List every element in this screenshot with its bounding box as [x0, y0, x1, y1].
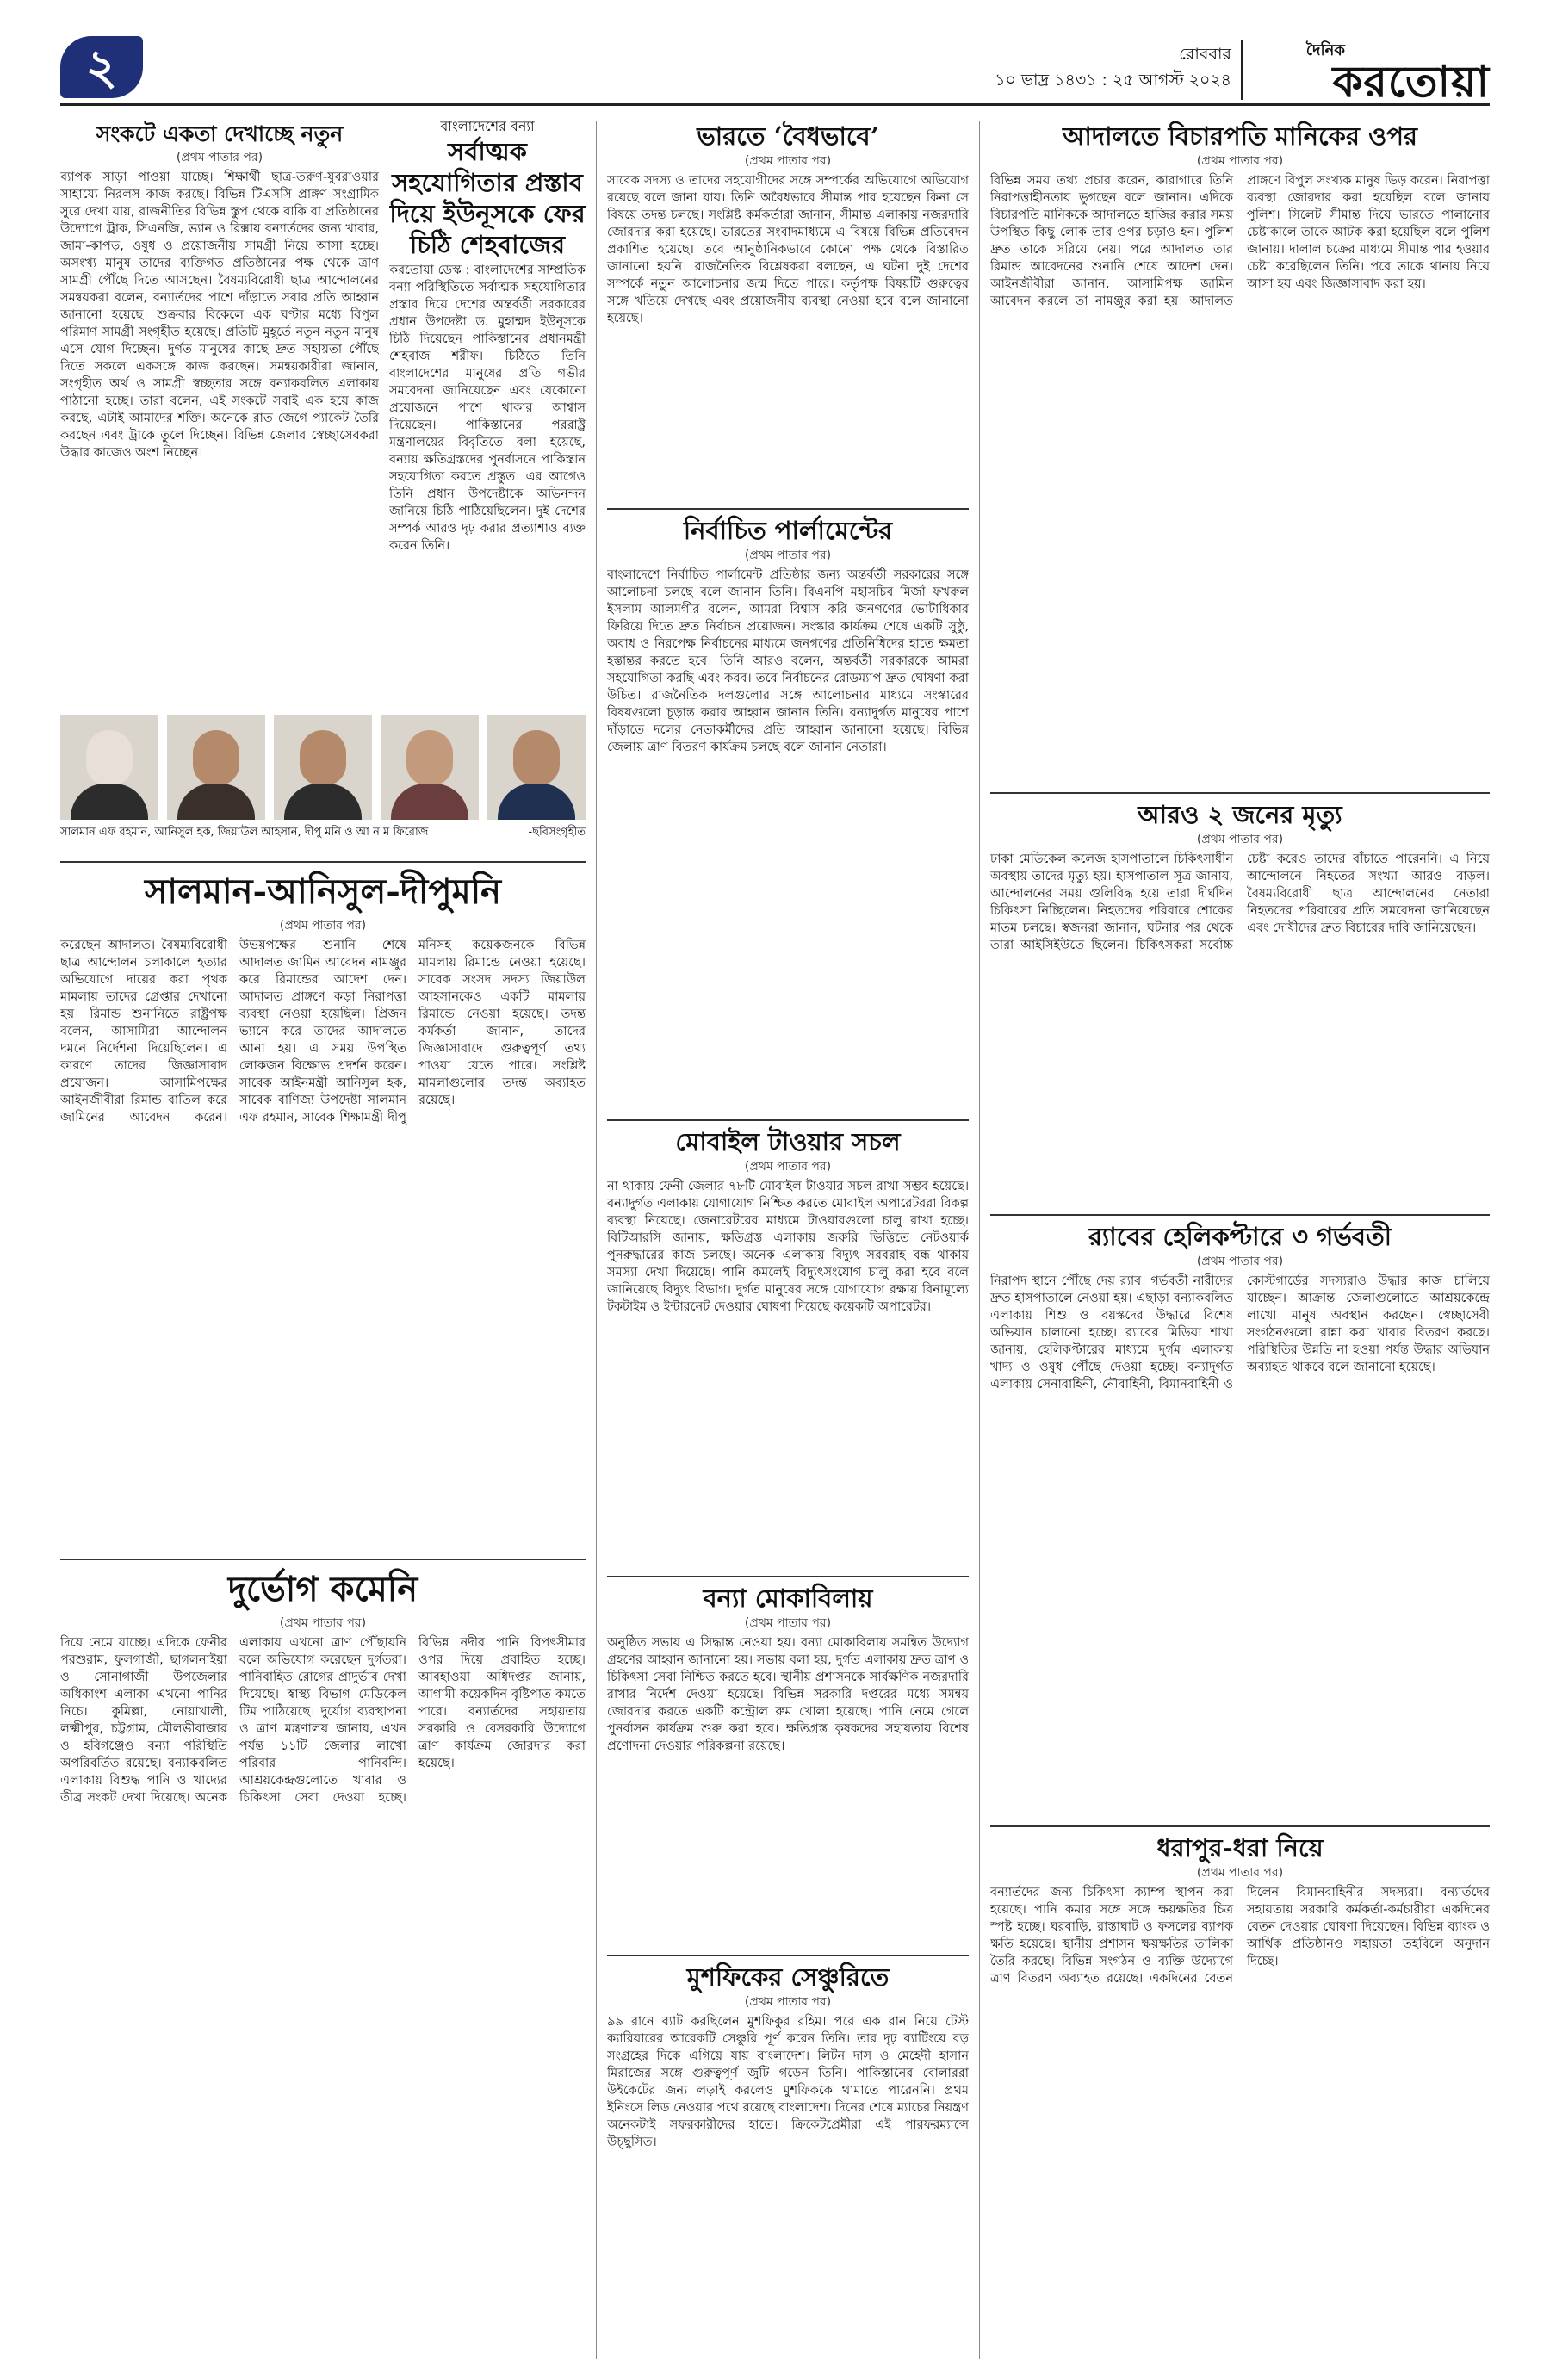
- headline-flood-response: বন্যা মোকাবিলায়: [703, 1584, 873, 1613]
- headline-india: ভারতে ‘বৈধভাবে’: [697, 121, 879, 151]
- headline-durbhog: দুর্ভোগ কমেনি: [227, 1569, 418, 1609]
- headline-shehbaz: সর্বাত্মক সহযোগিতার প্রস্তাব দিয়ে ইউনূসকে ফের চিঠি শেহবাজের: [389, 137, 586, 259]
- article-body: নিরাপদ স্থানে পৌঁছে দেয় র‌্যাব। গর্ভবতী নারীদের দ্রুত হাসপাতালে নেওয়া হয়। এছাড়া বন্যাকবলিত এলাকায় শিশু ও বয়স্কদের উদ্ধারে বিশেষ অভিযান চালানো হচ্ছে। র‌্যাবের মিডিয়া শাখা জানায়, হেলিকপ্টারের মাধ্যমে দুর্গম এলাকায় খাদ্য ও ওষুধ পৌঁছে দেওয়া হচ্ছে। বন্যাদুর্গত এলাকায় সেনাবাহিনী, নৌবাহিনী, বিমানবাহিনী ও কোস্টগার্ডের সদস্যরাও উদ্ধার কাজ চালিয়ে যাচ্ছেন। আক্রান্ত জেলাগুলোতে আশ্রয়কেন্দ্রে লাখো মানুষ অবস্থান করছেন। স্বেচ্ছাসেবী সংগঠনগুলো রান্না করা খাবার বিতরণ করছে। পরিস্থিতির উন্নতি না হওয়া পর্যন্ত উদ্ধার অভিযান অব্যাহত থাকবে বলে জানানো হয়েছে।: [990, 1274, 1490, 1391]
- headline-relief: ধরাপুর-ধরা নিয়ে: [1156, 1833, 1324, 1862]
- portrait-photo: [167, 715, 265, 820]
- continued-label: (প্রথম পাতার পর): [279, 919, 367, 933]
- column-divider: [979, 121, 980, 2359]
- headline-rab: র‌্যাবের হেলিকপ্টারে ৩ গর্ভবতী: [1088, 1222, 1392, 1251]
- story-salman: [60, 852, 586, 1541]
- headline-manik: আদালতে বিচারপতি মানিকের ওপর: [1063, 121, 1417, 151]
- continued-label: (প্রথম পাতার পর): [1196, 1866, 1284, 1880]
- story-rab: [990, 1205, 1490, 1808]
- dateline: [995, 41, 1231, 93]
- story-tower: [607, 1111, 969, 1559]
- story-relief: [990, 1817, 1490, 2359]
- kicker-label: বাংলাদেশের বন্যা: [440, 118, 535, 134]
- story-manik: [990, 121, 1490, 775]
- article-body: বন্যার্তদের জন্য চিকিৎসা ক্যাম্প স্থাপন করা হয়েছে। পানি কমার সঙ্গে সঙ্গে ক্ষয়ক্ষতির চিত্র স্পষ্ট হচ্ছে। ঘরবাড়ি, রাস্তাঘাট ও ফসলের ব্যাপক ক্ষতি হয়েছে। স্থানীয় প্রশাসন ক্ষয়ক্ষতির তালিকা তৈরি করছে। বিভিন্ন সংগঠন ও ব্যক্তি উদ্যোগে ত্রাণ বিতরণ অব্যাহত রয়েছে। একদিনের বেতন দিলেন বিমানবাহিনীর সদস্যরা। বন্যার্তদের সহায়তায় সরকারি কর্মকর্তা-কর্মচারীরা একদিনের বেতন দেওয়ার ঘোষণা দিয়েছেন। বিভিন্ন ব্যাংক ও আর্থিক প্রতিষ্ঠানও সহায়তা তহবিলে অনুদান দিচ্ছে।: [990, 1886, 1490, 1986]
- story-durbhog: [60, 1550, 586, 2359]
- article-body: করেছেন আদালত। বৈষম্যবিরোধী ছাত্র আন্দোলন চলাকালে হত্যার অভিযোগে দায়ের করা পৃথক মামলায় তাদের গ্রেপ্তার দেখানো হয়। রিমান্ড শুনানিতে রাষ্ট্রপক্ষ বলেন, আসামিরা আন্দোলন দমনে নির্দেশনা দিয়েছিলেন। এ কারণে তাদের জিজ্ঞাসাবাদ প্রয়োজন। আসামিপক্ষের আইনজীবীরা রিমান্ড বাতিল করে জামিনের আবেদন করেন। উভয়পক্ষের শুনানি শেষে আদালত জামিন আবেদন নামঞ্জুর করে রিমান্ডের আদেশ দেন। আদালত প্রাঙ্গণে কড়া নিরাপত্তা ব্যবস্থা নেওয়া হয়েছিল। প্রিজন ভ্যানে করে তাদের আদালতে আনা হয়। এ সময় উপস্থিত লোকজন বিক্ষোভ প্রদর্শন করেন। সাবেক আইনমন্ত্রী আনিসুল হক, সাবেক বাণিজ্য উপদেষ্টা সালমান এফ রহমান, সাবেক শিক্ষামন্ত্রী দীপু মনিসহ কয়েকজনকে বিভিন্ন মামলায় রিমান্ডে নেওয়া হয়েছে। সাবেক সংসদ সদস্য জিয়াউল আহসানকেও একটি মামলায় রিমান্ডে নেওয়া হয়েছে। তদন্ত কর্মকর্তা জানান, তাদের জিজ্ঞাসাবাদে গুরুত্বপূর্ণ তথ্য পাওয়া যেতে পারে। সংশ্লিষ্ট মামলাগুলোর তদন্ত অব্যাহত রয়েছে।: [60, 939, 586, 1125]
- day-label: রোববার: [1179, 45, 1231, 64]
- headline-salman: সালমান-আনিসুল-দীপুমনি: [144, 871, 502, 912]
- continued-label: (প্রথম পাতার পর): [176, 151, 264, 164]
- photo-caption: [60, 825, 586, 840]
- headline-tower: মোবাইল টাওয়ার সচল: [675, 1127, 901, 1156]
- headline-deaths: আরও ২ জনের মৃত্যু: [1138, 800, 1342, 829]
- story-shehbaz: [389, 117, 586, 599]
- photo-credit: -ছবিসংগৃহীত: [528, 826, 586, 839]
- story-mushfiq: [607, 1946, 969, 2359]
- continued-label: (প্রথম পাতার পর): [1196, 1255, 1284, 1268]
- date-label: ১০ ভাদ্র ১৪৩১ : ২৫ আগস্ট ২০২৪: [995, 71, 1231, 90]
- article-body: অনুষ্ঠিত সভায় এ সিদ্ধান্ত নেওয়া হয়। বন্যা মোকাবিলায় সমন্বিত উদ্যোগ গ্রহণের আহ্বান জানানো হয়। সভায় বলা হয়, দুর্গত এলাকায় দ্রুত ত্রাণ ও চিকিৎসা সেবা নিশ্চিত করতে হবে। স্থানীয় প্রশাসনকে সার্বক্ষণিক নজরদারি রাখার নির্দেশ দেওয়া হয়েছে। বিভিন্ন সরকারি দপ্তরের মধ্যে সমন্বয় জোরদার করতে একটি কন্ট্রোল রুম খোলা হয়েছে। পানি নেমে গেলে পুনর্বাসন কার্যক্রম শুরু করা হবে। ক্ষতিগ্রস্ত কৃষকদের সহায়তায় বিশেষ প্রণোদনা দেওয়ার পরিকল্পনা রয়েছে।: [607, 1636, 969, 1753]
- masthead-divider: [1241, 40, 1243, 100]
- caption-text: সালমান এফ রহমান, আনিসুল হক, জিয়াউল আহসান, দীপু মনি ও আ ন ম ফিরোজ: [60, 826, 429, 839]
- logo-small-text: দৈনিক: [1305, 41, 1345, 59]
- continued-label: (প্রথম পাতার পর): [744, 549, 832, 562]
- article-body: সাবেক সদস্য ও তাদের সহযোগীদের সঙ্গে সম্পর্কের অভিযোগে অভিযোগ রয়েছে বলে জানা যায়। তিনি অবৈধভাবে সীমান্ত পার হয়েছেন কিনা সে বিষয়ে তদন্ত চলছে। সংশ্লিষ্ট কর্মকর্তারা জানান, সীমান্ত এলাকায় নজরদারি জোরদার করা হয়েছে। ভারতের সংবাদমাধ্যমে এ বিষয়ে বিভিন্ন প্রতিবেদন প্রকাশিত হয়েছে। তবে আনুষ্ঠানিকভাবে কোনো পক্ষ থেকে বিস্তারিত জানানো হয়নি। রাজনৈতিক বিশ্লেষকরা বলছেন, এ ঘটনা দুই দেশের সম্পর্কে নতুন আলোচনার জন্ম দিতে পারে। কর্তৃপক্ষ বিষয়টি গুরুত্বের সঙ্গে খতিয়ে দেখছে এবং প্রয়োজনীয় ব্যবস্থা নেওয়া হবে বলে জানানো হয়েছে।: [607, 174, 969, 325]
- page-number: ২: [60, 36, 143, 98]
- article-body: না থাকায় ফেনী জেলার ৭৮টি মোবাইল টাওয়ার সচল রাখা সম্ভব হয়েছে। বন্যাদুর্গত এলাকায় যোগাযোগ নিশ্চিত করতে মোবাইল অপারেটররা বিকল্প ব্যবস্থা নিয়েছে। জেনারেটরের মাধ্যমে টাওয়ারগুলো চালু রাখা হচ্ছে। বিটিআরসি জানায়, ক্ষতিগ্রস্ত এলাকায় জরুরি ভিত্তিতে নেটওয়ার্ক পুনরুদ্ধারের কাজ চলছে। অনেক এলাকায় বিদ্যুৎ সরবরাহ বন্ধ থাকায় সমস্যা দেখা দিয়েছে। পানি কমলেই বিদ্যুৎসংযোগ চালু করা হবে বলে জানিয়েছে বিদ্যুৎ বিভাগ। দুর্গত মানুষের সঙ্গে যোগাযোগ রক্ষায় বিনামূল্যে টকটাইম ও ইন্টারনেট দেওয়ার ঘোষণা দিয়েছে কয়েকটি অপারেটর।: [607, 1180, 969, 1314]
- masthead: [60, 34, 1490, 106]
- story-deaths: [990, 784, 1490, 1197]
- newspaper-logo: [1257, 34, 1490, 107]
- story-ekota: [60, 121, 379, 706]
- article-body: করতোয়া ডেস্ক : বাংলাদেশের সাম্প্রতিক বন্যা পরিস্থিতিতে সর্বাত্মক সহযোগিতার প্রস্তাব দিয়ে দেশের অন্তর্বর্তী সরকারের প্রধান উপদেষ্টা ড. মুহাম্মদ ইউনূসকে চিঠি দিয়েছেন পাকিস্তানের প্রধানমন্ত্রী শেহবাজ শরীফ। চিঠিতে তিনি বাংলাদেশের মানুষের প্রতি গভীর সমবেদনা জানিয়েছেন এবং যেকোনো প্রয়োজনে পাশে থাকার আশ্বাস দিয়েছেন। পাকিস্তানের পররাষ্ট্র মন্ত্রণালয়ের বিবৃতিতে বলা হয়েছে, বন্যায় ক্ষতিগ্রস্তদের পুনর্বাসনে পাকিস্তান সহযোগিতা করতে প্রস্তুত। এর আগেও তিনি প্রধান উপদেষ্টাকে অভিনন্দন জানিয়ে চিঠি পাঠিয়েছিলেন। দুই দেশের সম্পর্ক আরও দৃঢ় করার প্রত্যাশাও ব্যক্ত করেন তিনি।: [389, 263, 586, 553]
- headline-parliament: নির্বাচিত পার্লামেন্টের: [683, 516, 893, 545]
- story-parliament: [607, 499, 969, 1102]
- article-body: বাংলাদেশে নির্বাচিত পার্লামেন্ট প্রতিষ্ঠার জন্য অন্তর্বর্তী সরকারের সঙ্গে আলোচনা চলছে বলে জানান তিনি। বিএনপি মহাসচিব মির্জা ফখরুল ইসলাম আলমগীর বলেন, আমরা বিশ্বাস করি জনগণের ভোটাধিকার ফিরিয়ে দিতে দ্রুত নির্বাচন প্রয়োজন। সংস্কার কার্যক্রম শেষে একটি সুষ্ঠু, অবাধ ও নিরপেক্ষ নির্বাচনের মাধ্যমে জনগণের প্রতিনিধিদের হাতে ক্ষমতা হস্তান্তর করতে হবে। তিনি আরও বলেন, অন্তর্বর্তী সরকারকে আমরা সহযোগিতা করছি এবং করব। তবে নির্বাচনের রোডম্যাপ দ্রুত ঘোষণা করা উচিত। রাজনৈতিক দলগুলোর সঙ্গে আলোচনার মাধ্যমে সংস্কারের বিষয়গুলো চূড়ান্ত করার আহ্বান জানান তিনি। বন্যাদুর্গত মানুষের পাশে দাঁড়াতে দলের নেতাকর্মীদের প্রতি আহ্বান জানানো হয়েছে। বিভিন্ন জেলায় ত্রাণ বিতরণ কার্যক্রম চলছে বলে জানান নেতারা।: [607, 568, 969, 754]
- portrait-photo: [60, 715, 158, 820]
- story-flood-response: [607, 1567, 969, 1937]
- continued-label: (প্রথম পাতার পর): [279, 1616, 367, 1630]
- logo-text: করতোয়া: [1332, 56, 1490, 107]
- portrait-photo: [381, 715, 479, 820]
- article-body: ব্যাপক সাড়া পাওয়া যাচ্ছে। শিক্ষার্থী ছাত্র-তরুণ-যুবরাওয়ার সাহায্যে নিরলস কাজ করছে। বিভিন্ন টিএসসি প্রাঙ্গণ সংগ্রামিক সুরে দেখা যায়, রাজনীতির বিভিন্ন স্তুপ থেকে বাকি বা প্রতিষ্ঠানের উদ্যোগে ট্রাক, সিএনজি, ভ্যান ও রিক্সায় বন্যার্তদের জন্য খাবার, জামা-কাপড়, ওষুধ ও প্রয়োজনীয় সামগ্রী নিয়ে আসা হচ্ছে। অসংখ্য মানুষ তাদের ব্যক্তিগত প্রতিষ্ঠানের পক্ষ থেকে ত্রাণ সামগ্রী পৌঁছে দিতে আসছেন। বৈষম্যবিরোধী ছাত্র আন্দোলনের সমন্বয়করা বলেন, বন্যার্তদের পাশে দাঁড়াতে সবার প্রতি আহ্বান জানানো হয়েছে। শুক্রবার বিকেলে এক ঘণ্টার মধ্যে বিপুল পরিমাণ সামগ্রী সংগৃহীত হয়েছে। প্রতিটি মুহূর্তে নতুন নতুন মানুষ এসে যোগ দিচ্ছেন। দুর্গত মানুষের কাছে দ্রুত সহায়তা পৌঁছে দিতে সকলে একসঙ্গে কাজ করছেন। সমন্বয়কারীরা জানান, সংগৃহীত অর্থ ও সামগ্রী স্বচ্ছতার সঙ্গে বন্যাকবলিত এলাকায় পাঠানো হচ্ছে। তারা বলেন, এই সংকটে সবাই এক হয়ে কাজ করছে, এটাই আমাদের শক্তি। অনেকে রাত জেগে প্যাকেট তৈরি করছেন এবং ট্রাকে তুলে দিচ্ছেন। বিভিন্ন জেলার স্বেচ্ছাসেবকরা উদ্ধার কাজেও অংশ নিচ্ছেন।: [60, 170, 379, 460]
- continued-label: (প্রথম পাতার পর): [744, 1616, 832, 1630]
- headline-ekota: সংকটে একতা দেখাচ্ছে নতুন: [96, 121, 344, 146]
- portrait-photo: [487, 715, 586, 820]
- article-body: ঢাকা মেডিকেল কলেজ হাসপাতালে চিকিৎসাধীন অবস্থায় তাদের মৃত্যু হয়। হাসপাতাল সূত্র জানায়, আন্দোলনের সময় গুলিবিদ্ধ হয়ে তারা দীর্ঘদিন চিকিৎসা নিচ্ছিলেন। নিহতদের পরিবারে শোকের মাতম চলছে। স্বজনরা জানান, ঘটনার পর থেকে তারা আইসিইউতে ছিলেন। চিকিৎসকরা সর্বোচ্চ চেষ্টা করেও তাদের বাঁচাতে পারেননি। এ নিয়ে আন্দোলনে নিহতের সংখ্যা আরও বাড়ল। বৈষম্যবিরোধী ছাত্র আন্দোলনের নেতারা নিহতদের পরিবারের প্রতি সমবেদনা জানিয়েছেন এবং দোষীদের দ্রুত বিচারের দাবি জানিয়েছেন।: [990, 852, 1490, 952]
- continued-label: (প্রথম পাতার পর): [744, 1995, 832, 2009]
- portrait-photo: [274, 715, 372, 820]
- headline-mushfiq: মুশফিকের সেঞ্চুরিতে: [686, 1962, 890, 1992]
- article-body: দিয়ে নেমে যাচ্ছে। এদিকে ফেনীর পরশুরাম, ফুলগাজী, ছাগলনাইয়া ও সোনাগাজী উপজেলার অধিকাংশ এলাকা এখনো পানির নিচে। কুমিল্লা, নোয়াখালী, লক্ষ্মীপুর, চট্টগ্রাম, মৌলভীবাজার ও হবিগঞ্জেও বন্যা পরিস্থিতি অপরিবর্তিত রয়েছে। বন্যাকবলিত এলাকায় বিশুদ্ধ পানি ও খাদ্যের তীব্র সংকট দেখা দিয়েছে। অনেক এলাকায় এখনো ত্রাণ পৌঁছায়নি বলে অভিযোগ করেছেন দুর্গতরা। পানিবাহিত রোগের প্রাদুর্ভাব দেখা দিয়েছে। স্বাস্থ্য বিভাগ মেডিকেল টিম পাঠিয়েছে। দুর্যোগ ব্যবস্থাপনা ও ত্রাণ মন্ত্রণালয় জানায়, এখন পর্যন্ত ১১টি জেলার লাখো পরিবার পানিবন্দি। আশ্রয়কেন্দ্রগুলোতে খাবার ও চিকিৎসা সেবা দেওয়া হচ্ছে। বিভিন্ন নদীর পানি বিপৎসীমার ওপর দিয়ে প্রবাহিত হচ্ছে। আবহাওয়া অধিদপ্তর জানায়, আগামী কয়েকদিন বৃষ্টিপাত কমতে পারে। বন্যার্তদের সহায়তায় সরকারি ও বেসরকারি উদ্যোগে ত্রাণ কার্যক্রম জোরদার করা হয়েছে।: [60, 1636, 586, 1805]
- continued-label: (প্রথম পাতার পর): [744, 1160, 832, 1174]
- photo-strip: [60, 715, 586, 835]
- column-divider: [596, 121, 597, 2359]
- story-india: [607, 121, 969, 499]
- continued-label: (প্রথম পাতার পর): [1196, 833, 1284, 846]
- article-body: ৯৯ রানে ব্যাট করছিলেন মুশফিকুর রহিম। পরে এক রান নিয়ে টেস্ট ক্যারিয়ারের আরেকটি সেঞ্চুরি পূর্ণ করেন তিনি। তার দৃঢ় ব্যাটিংয়ে বড় সংগ্রহের দিকে এগিয়ে যায় বাংলাদেশ। লিটন দাস ও মেহেদী হাসান মিরাজের সঙ্গে গুরুত্বপূর্ণ জুটি গড়েন তিনি। পাকিস্তানের বোলাররা উইকেটের জন্য লড়াই করলেও মুশফিককে থামাতে পারেননি। প্রথম ইনিংসে লিড নেওয়ার পথে রয়েছে বাংলাদেশ। দিনের শেষে ম্যাচের নিয়ন্ত্রণ অনেকটাই সফরকারীদের হাতে। ক্রিকেটপ্রেমীরা এই পারফরম্যান্সে উচ্ছ্বসিত।: [607, 2015, 969, 2149]
- continued-label: (প্রথম পাতার পর): [744, 154, 832, 168]
- article-body: বিভিন্ন সময় তথ্য প্রচার করেন, কারাগারে তিনি নিরাপত্তাহীনতায় ভুগছেন বলে জানান। এদিকে বিচারপতি মানিককে আদালতে হাজির করার সময় উপস্থিত কিছু লোক তার ওপর চড়াও হন। পুলিশ দ্রুত তাকে সরিয়ে নেয়। পরে আদালত তার রিমান্ড আবেদনের শুনানি শেষে আদেশ দেন। আইনজীবীরা জানান, আসামিপক্ষ জামিন আবেদন করলে তা নামঞ্জুর করা হয়। আদালত প্রাঙ্গণে বিপুল সংখ্যক মানুষ ভিড় করেন। নিরাপত্তা ব্যবস্থা জোরদার করা হয়েছিল বলে জানায় পুলিশ। সিলেট সীমান্ত দিয়ে ভারতে পালানোর চেষ্টাকালে তাকে আটক করা হয়েছিল বলে পুলিশ জানায়। দালাল চক্রের মাধ্যমে সীমান্ত পার হওয়ার চেষ্টা করেছিলেন তিনি। পরে তাকে থানায় নিয়ে আসা হয় এবং জিজ্ঞাসাবাদ করা হয়।: [990, 174, 1490, 308]
- continued-label: (প্রথম পাতার পর): [1196, 154, 1284, 168]
